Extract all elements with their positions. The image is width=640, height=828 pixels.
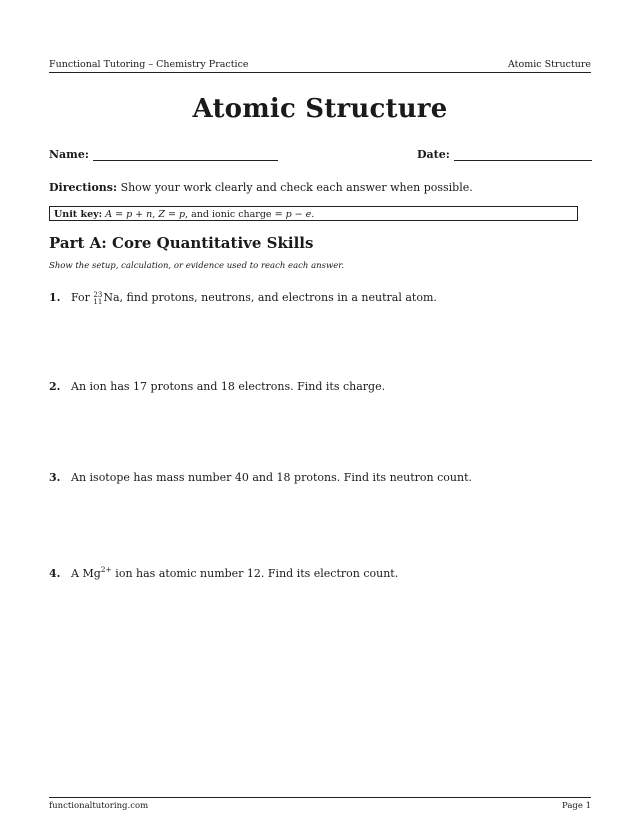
ion-charge: 2+ [100,565,112,574]
unit-key-var: A [105,209,113,220]
question-text: An isotope has mass number 40 and 18 protons. Find its neutron count. [71,471,473,484]
page-footer [49,797,591,811]
part-a-heading: Part A: Core Quantitative Skills [49,234,314,252]
question-text: For [71,291,94,304]
question-text: , find protons, neutrons, and electrons in a neutral atom. [119,291,437,304]
question-2 [49,380,385,393]
unit-key-text: = [164,209,179,220]
isotope-notation [93,292,102,306]
page-number: Page 1 [562,801,591,811]
question-4 [49,565,398,580]
part-a-subtitle: Show the setup, calculation, or evidence used to reach each answer. [49,261,345,271]
date-label: Date: [417,148,450,161]
directions-text: Show your work clearly and check each answer when possible. [120,181,473,194]
directions-label: Directions: [49,181,118,194]
unit-key-text: , [152,209,159,220]
atomic-number: 11 [93,298,103,306]
question-number: 1. [49,291,61,304]
unit-key-text: = [112,209,127,220]
unit-key-var: p [178,209,186,220]
unit-key-var: Z [158,209,165,220]
element-symbol: Na [103,291,120,304]
unit-key-var: p [126,209,133,220]
question-1 [49,291,437,306]
name-field [49,148,278,161]
date-field [417,148,592,161]
unit-key-box [49,206,578,221]
page-header [49,59,591,73]
question-3 [49,471,472,484]
unit-key-text: − [291,209,306,220]
question-text: ion has atomic number 12. Find its electron count. [111,567,399,580]
question-number: 3. [49,471,61,484]
footer-website: functionaltutoring.com [49,801,149,811]
unit-key-text: + [132,209,147,220]
unit-key-text: , and ionic charge = [185,209,286,220]
question-number: 2. [49,380,61,393]
question-number: 4. [49,567,61,580]
unit-key-var: e [305,209,312,220]
unit-key-label: Unit key: [54,209,103,220]
unit-key-var: n [146,209,153,220]
header-left-text: Functional Tutoring – Chemistry Practice [49,59,249,70]
date-blank-line[interactable] [454,150,592,161]
unit-key-text: . [311,209,315,220]
question-text: An ion has 17 protons and 18 electrons. Find its charge. [71,380,386,393]
unit-key-var: p [285,209,292,220]
mass-number: 23 [93,291,103,299]
page-title: Atomic Structure [192,94,448,124]
directions [49,181,473,194]
header-right-text: Atomic Structure [507,59,591,70]
question-text: A Mg [71,567,101,580]
name-label: Name: [49,148,89,161]
name-blank-line[interactable] [93,150,278,161]
